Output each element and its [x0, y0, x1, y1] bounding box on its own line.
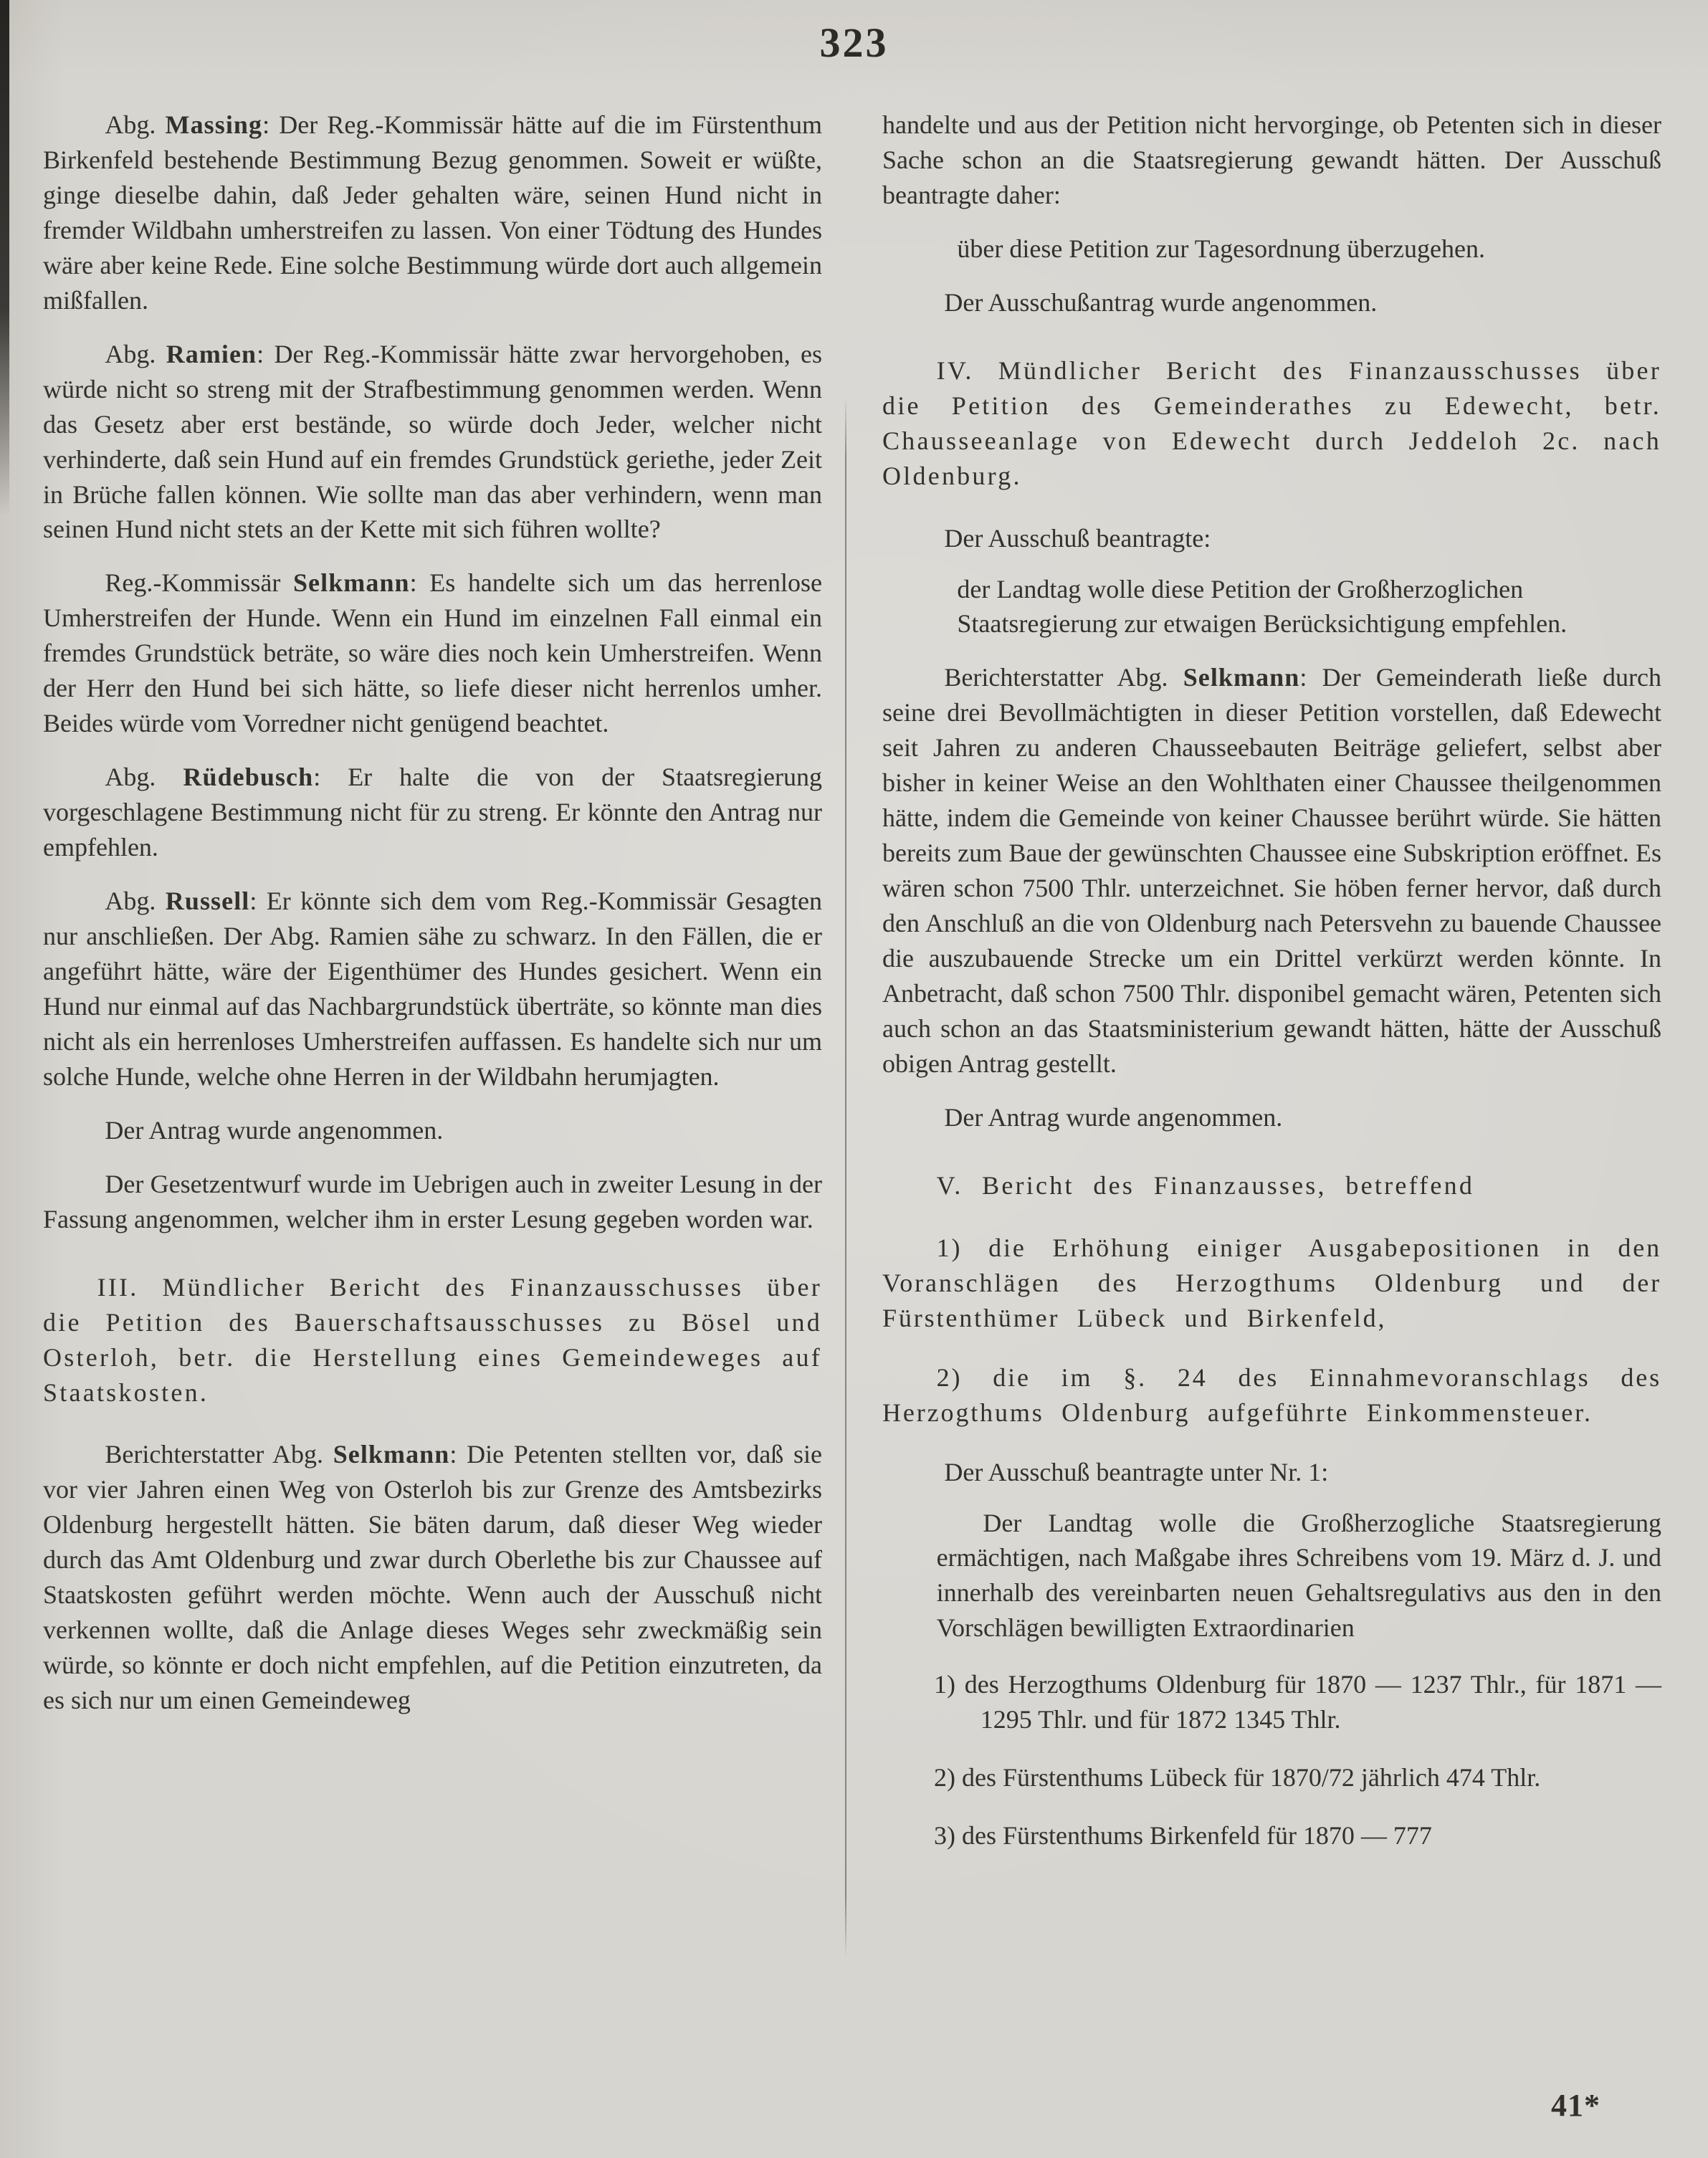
- speaker-sep: :: [262, 110, 280, 139]
- left-column: [43, 108, 822, 1876]
- quote-landtag-ermaechtigen: Der Landtag wolle die Großherzogliche Staatsregierung ermächtigen, nach Maßgabe ihres Schreibens vom 19. März d. J. und innerhalb des vereinbarten neuen Gehaltsregulativs aus den in den Vorschlägen bewilligten Extraordinarien: [936, 1508, 1661, 1643]
- speech-text: Der Reg.-Kommissär hätte zwar hervorgehoben, es würde nicht so streng mit der Strafbestimmung genommen werden. Wenn das Gesetz aber erst bestände, so würde doch Jeder, welcher nicht verhinderte, daß sein Hund auf ein fremdes Grundstück geriethe, jeder Zeit in Brüche fallen können. Wie sollte man das aber verhindern, wenn man seinen Hund nicht stets an der Kette mit sich führen wollte?: [43, 339, 822, 544]
- speaker-sep: :: [313, 763, 348, 792]
- speaker-prefix: Abg.: [105, 110, 166, 139]
- para-ausschuss-beantragte: Der Ausschuß beantragte:: [944, 523, 1211, 553]
- heading-item-iii: III. Mündlicher Bericht des Finanzausschusses über die Petition des Bauerschaftsausschusses zu Bösel und Osterloh, betr. die Herstellung eines Gemeindeweges auf Staatskosten.: [43, 1272, 822, 1407]
- speaker-name: Selkmann: [292, 568, 410, 598]
- list-text: des Fürstenthums Birkenfeld für 1870 — 777: [962, 1821, 1432, 1851]
- speaker-name: Selkmann: [1183, 663, 1300, 692]
- para-antrag-angenommen: Der Antrag wurde angenommen.: [105, 1115, 444, 1145]
- speaker-sep: :: [409, 568, 430, 598]
- speaker-sep: :: [249, 887, 267, 916]
- para-ausschussantrag-angenommen: Der Ausschußantrag wurde angenommen.: [944, 287, 1378, 317]
- speech-text: Die Petenten stellten vor, daß sie vor vier Jahren einen Weg von Osterloh bis zur Grenze des Amtsbezirks Oldenburg hergestellt hätten. Sie bäten darum, daß dieser Weg wieder durch das Amt Oldenburg und zwar durch Oberlethe bis zur Chaussee auf Staatskosten geführt werden möchte. Wenn auch der Ausschuß nicht verkennen wollte, daß die Anlage dieses Weges sehr zweckmäßig sein würde, so könnte er doch nicht empfehlen, auf die Petition einzutreten, da es sich nur um einen Gemeindeweg: [43, 1440, 822, 1715]
- speech-abg-russell: [43, 884, 822, 1094]
- para-gesetzentwurf: Der Gesetzentwurf wurde im Uebrigen auch in zweiter Lesung in der Fassung angenommen, welcher ihm in erster Lesung gegeben worden war.: [43, 1169, 822, 1233]
- right-column: [882, 108, 1661, 1876]
- speech-abg-massing: [43, 108, 822, 318]
- speech-kommissar-selkmann: [43, 565, 822, 741]
- page-number: 323: [819, 19, 889, 66]
- speaker-sep: :: [257, 339, 275, 368]
- speaker-prefix: Abg.: [105, 887, 166, 916]
- list-number: 1): [934, 1670, 955, 1699]
- list-item-3-birkenfeld: [934, 1818, 1661, 1853]
- para-antrag-angenommen-2: Der Antrag wurde angenommen.: [944, 1102, 1283, 1132]
- subitem-2-einkommensteuer: 2) die im §. 24 des Einnahmevoranschlags des Herzogthums Oldenburg aufgeführte Einkommensteuer.: [882, 1362, 1661, 1427]
- speaker-name: Selkmann: [333, 1440, 450, 1469]
- speech-abg-ramien: [43, 337, 822, 548]
- list-item-2-luebeck: [934, 1760, 1661, 1795]
- para-continuation: handelte und aus der Petition nicht hervorginge, ob Petenten sich in dieser Sache schon an die Staatsregierung gewandt hätten. Der Ausschuß beantragte daher:: [882, 110, 1661, 209]
- list-number: 3): [934, 1821, 955, 1851]
- speech-text: Er halte die von der Staatsregierung vorgeschlagene Bestimmung nicht für zu streng. Er könnte den Antrag nur empfehlen.: [43, 763, 822, 862]
- speech-text: Es handelte sich um das herrenlose Umherstreifen der Hunde. Wenn ein Hund im einzelnen Fall einmal ein fremdes Grundstück beträte, so wäre dies noch kein Umherstreifen. Wenn der Herr den Hund bei sich hätte, so liefe dieser nicht herrenlos umher. Beides würde vom Vorredner nicht genügend beachtet.: [43, 568, 823, 738]
- scan-binding-shadow: [0, 0, 9, 516]
- speaker-name: Massing: [165, 110, 263, 139]
- speaker-prefix: Abg.: [105, 763, 183, 792]
- list-item-1-oldenburg: [934, 1667, 1661, 1737]
- speaker-sep: :: [1299, 663, 1322, 692]
- list-number: 2): [934, 1763, 955, 1792]
- quote-tagesordnung: über diese Petition zur Tagesordnung überzugehen.: [957, 234, 1485, 263]
- speech-berichterstatter-selkmann-edewecht: [882, 660, 1661, 1081]
- footer-signature-mark: 41*: [1551, 2088, 1600, 2123]
- speech-abg-ruedebusch: [43, 760, 822, 865]
- speech-text: Der Reg.-Kommissär hätte auf die im Fürstenthum Birkenfeld bestehende Bestimmung Bezug genommen. Soweit er wüßte, ginge dieselbe dahin, daß Jeder gehalten wäre, seinen Hund nicht in fremder Wildbahn umherstreifen zu lassen. Von einer Tödtung des Hundes wäre aber keine Rede. Eine solche Bestimmung würde dort auch allgemein mißfallen.: [43, 110, 822, 315]
- speech-text: Er könnte sich dem vom Reg.-Kommissär Gesagten nur anschließen. Der Abg. Ramien sähe zu schwarz. In den Fällen, die er angeführt hätte, wäre der Eigenthümer des Hundes gesichert. Wenn ein Hund nur einmal auf das Nachbargrundstück überträte, so könnte man dies nicht als ein herrenloses Umherstreifen auffassen. Es handelte sich nur um solche Hunde, welche ohne Herren in der Wildbahn herumjagten.: [43, 887, 822, 1091]
- page-body: [43, 108, 1661, 1876]
- quote-landtag-petition: der Landtag wolle diese Petition der Großherzoglichen Staatsregierung zur etwaigen Berücksichtigung empfehlen.: [957, 574, 1568, 639]
- heading-item-iv: IV. Mündlicher Bericht des Finanzausschusses über die Petition des Gemeinderathes zu Edewecht, betr. Chausseeanlage von Edewecht durch Jeddeloh 2c. nach Oldenburg.: [882, 355, 1661, 490]
- speaker-name: Rüdebusch: [183, 763, 314, 792]
- list-text: des Herzogthums Oldenburg für 1870 — 1237 Thlr., für 1871 — 1295 Thlr. und für 1872 1345 Thlr.: [964, 1670, 1662, 1734]
- speaker-name: Ramien: [166, 339, 257, 368]
- speaker-prefix: Berichterstatter Abg.: [944, 663, 1183, 692]
- speaker-prefix: Reg.-Kommissär: [105, 568, 293, 598]
- list-text: des Fürstenthums Lübeck für 1870/72 jährlich 474 Thlr.: [962, 1763, 1541, 1792]
- subitem-1-ausgabepositionen: 1) die Erhöhung einiger Ausgabepositionen in den Voranschlägen des Herzogthums Oldenburg und der Fürstenthümer Lübeck und Birkenfeld,: [882, 1233, 1661, 1332]
- speaker-name: Russell: [165, 887, 250, 916]
- speaker-prefix: Abg.: [105, 339, 166, 368]
- speech-berichterstatter-selkmann: [43, 1437, 822, 1718]
- heading-item-v: V. Bericht des Finanzausses, betreffend: [936, 1170, 1475, 1200]
- para-ausschuss-beantragte-nr1: Der Ausschuß beantragte unter Nr. 1:: [944, 1457, 1329, 1486]
- speaker-sep: :: [449, 1440, 467, 1469]
- speech-text: Der Gemeinderath ließe durch seine drei Bevollmächtigten in dieser Petition vorstellen, daß Edewecht seit Jahren zu anderen Chausseebauten Beiträge geliefert, selbst aber bisher in keiner Weise an den Wohlthaten einer Chaussee theilgenommen hätte, indem die Gemeinde von keiner Chaussee berührt würde. Sie hätten bereits zum Baue der gewünschten Chaussee eine Subskription eröffnet. Es wären schon 7500 Thlr. unterzeichnet. Sie höben ferner hervor, daß durch den Anschluß an die von Oldenburg nach Petersvehn zu bauende Chaussee die auszubauende Strecke um ein Drittel verkürzt werden könnte. In Anbetracht, daß schon 7500 Thlr. disponibel gemacht wären, Petenten sich auch schon an das Staatsministerium gewandt hätten, hätte der Ausschuß obigen Antrag gestellt.: [882, 663, 1661, 1078]
- speaker-prefix: Berichterstatter Abg.: [105, 1440, 333, 1469]
